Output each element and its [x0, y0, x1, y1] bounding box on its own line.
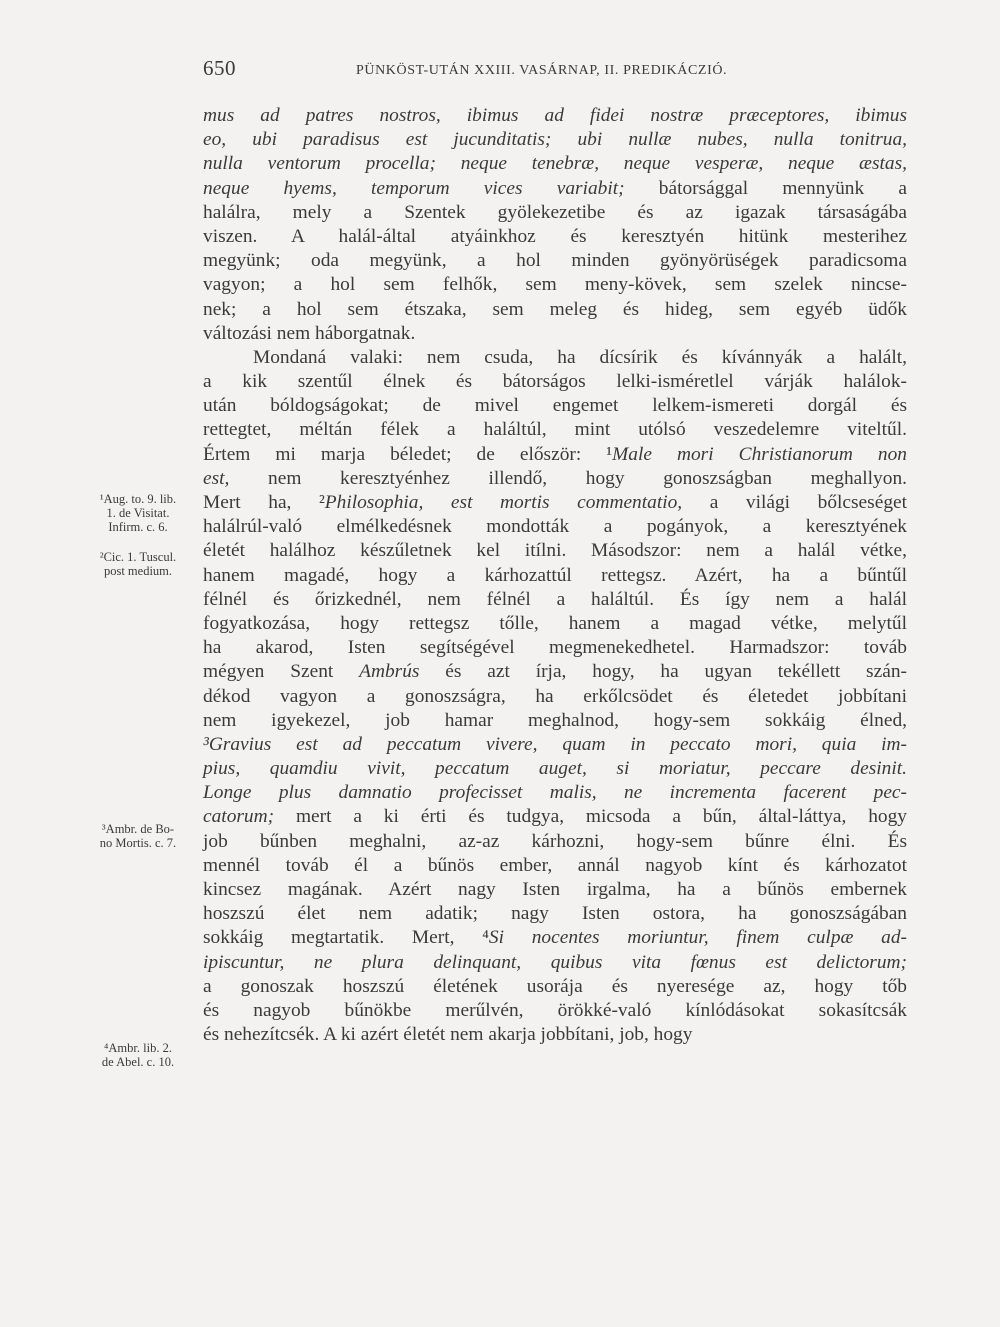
text-line: dékod vagyon a gonoszságra, ha erkőlcsödet és életedet jobbítani — [203, 685, 907, 707]
margin-note-4 — [80, 1041, 196, 1069]
text-line: Longe plus damnatio profecisset malis, ne incrementa facerent pec- — [203, 782, 907, 804]
text-line: változási nem háborgatnak. — [203, 322, 416, 344]
text-line: félnél és őrizkednél, nem félnél a haláltúl. És így nem a halál — [203, 588, 907, 610]
text-line: fogyatkozása, hogy rettegsz tőlle, hanem a magad vétke, melytűl — [203, 612, 907, 634]
text-line: a gonoszak hoszszú életének usorája és nyeresége az, hogy tőb — [203, 975, 907, 997]
text-line: mus ad patres nostros, ibimus ad fidei nostræ præceptores, ibimus — [203, 105, 907, 126]
text-line: hanem magadé, hogy a kárhozattúl rettegsz. Azért, ha a bűntűl — [203, 564, 907, 586]
text-line: catorum; mert a ki érti és tudgya, micsoda a bűn, által-láttya, hogy — [203, 806, 907, 828]
margin-note-line: de Abel. c. 10. — [101, 1055, 175, 1069]
text-line: Mert ha, ²Philosophia, est mortis commentatio, a világi bőlcseséget — [203, 492, 908, 513]
text-line: halálra, mely a Szentek gyölekezetibe és az igazak társaságába — [203, 201, 907, 223]
margin-note-1 — [80, 492, 196, 534]
text-line: rettegtet, méltán félek a haláltúl, mint utólsó veszedelemre viteltűl. — [203, 419, 907, 441]
text-line: életét halálhoz készűletnek kel itílni. Másodszor: nem a halál vétke, — [203, 540, 907, 562]
margin-note-line: ³Ambr. de Bo- — [101, 822, 175, 836]
text-line: est, nem keresztyénhez illendő, hogy gonoszságban meghallyon. — [203, 467, 907, 489]
text-line: pius, quamdiu vivit, peccatum auget, si moriatur, peccare desinit. — [203, 758, 907, 780]
text-line: hoszszú élet nem adatik; nagy Isten ostora, ha gonoszságában — [203, 903, 907, 925]
text-line: után bóldogságokat; de mivel engemet lelkem-ismereti dorgál és — [203, 395, 907, 417]
text-line: mennél továb él a bűnös ember, annál nagyob kínt és kárhozatot — [203, 854, 907, 876]
margin-note-line: Infirm. c. 6. — [108, 520, 168, 534]
margin-note-line: 1. de Visitat. — [106, 506, 170, 520]
text-line: a kik szentűl élnek és bátorságos lelki-isméretlel várják halálok- — [203, 371, 907, 393]
text-line: nulla ventorum procella; neque tenebræ, neque vesperæ, neque æstas, — [203, 153, 907, 175]
margin-note-line: no Mortis. c. 7. — [99, 836, 177, 850]
page-number: 650 — [203, 56, 236, 80]
margin-note-3 — [80, 822, 196, 850]
text-line: halálrúl-való elmélkedésnek mondották a pogányok, a keresztyének — [203, 516, 907, 538]
text-line: megyünk; oda megyünk, a hol minden gyönyörüségek paradicsoma — [203, 250, 907, 272]
text-line: ipiscuntur, ne plura delinquant, quibus vita fœnus est delictorum; — [203, 951, 907, 973]
margin-note-line: ²Cic. 1. Tuscul. — [99, 550, 177, 564]
text-line: vagyon; a hol sem felhők, sem meny-kövek, sem szelek nincse- — [203, 274, 907, 296]
margin-note-2 — [80, 550, 196, 578]
margin-note-line: ⁴Ambr. lib. 2. — [104, 1041, 172, 1055]
main-text-column — [203, 104, 907, 1047]
margin-note-line: ¹Aug. to. 9. lib. — [99, 492, 177, 506]
text-line: nem igyekezel, job hamar meghalnod, hogy-sem sokkáig élned, — [203, 709, 907, 731]
text-line: ha akarod, Isten segítségével megmenekedhetel. Harmadszor: továb — [203, 637, 907, 659]
text-line: kincsez magának. Azért nagy Isten irgalma, ha a bűnös embernek — [203, 879, 907, 900]
text-line: Mondaná valaki: nem csuda, ha dícsírik és kívánnyák a halált, — [253, 346, 907, 368]
text-line: neque hyems, temporum vices variabit; bátorsággal mennyünk a — [203, 177, 907, 199]
text-line: és nagyob bűnökbe merűlvén, örökké-való kínlódásokat sokasítcsák — [203, 999, 907, 1021]
text-line: mégyen Szent Ambrús és azt írja, hogy, ha ugyan tekéllett szán- — [203, 661, 907, 683]
text-line: Értem mi marja béledet; de először: ¹Male mori Christianorum non — [203, 443, 907, 465]
text-line: sokkáig megtartatik. Mert, ⁴Si nocentes moriuntur, finem culpæ ad- — [203, 927, 908, 949]
text-line: ³Gravius est ad peccatum vivere, quam in peccato mori, quia im- — [203, 733, 907, 755]
running-title: PÜNKÖST-UTÁN XXIII. VASÁRNAP, II. PREDIKÁCZIÓ. — [356, 63, 728, 78]
text-line: nek; a hol sem étszaka, sem meleg és hideg, sem egyéb üdők — [203, 298, 907, 320]
margin-note-line: post medium. — [103, 564, 173, 578]
text-line: job bűnben meghalni, az-az kárhozni, hogy-sem bűnre élni. És — [203, 830, 907, 852]
text-line: viszen. A halál-által atyáinkhoz és keresztyén hitünk mesterihez — [203, 225, 907, 247]
text-line: és nehezítcsék. A ki azért életét nem akarja jobbítani, job, hogy — [203, 1024, 693, 1046]
text-line: eo, ubi paradisus est jucunditatis; ubi nullæ nubes, nulla tonitrua, — [203, 129, 907, 151]
